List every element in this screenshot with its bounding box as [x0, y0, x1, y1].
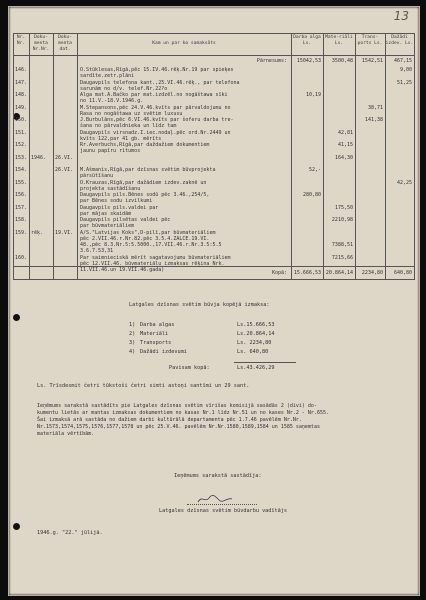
row-number: 156.: [15, 192, 28, 198]
totals-label: Kopā:: [271, 270, 287, 276]
row-materials: 7388,51: [331, 242, 353, 248]
document-page: [8, 6, 420, 596]
row-description: sardīte.zetr.plāni: [80, 73, 135, 79]
row-description: A/S."Latvijas Koks",D-pilī,par būvmateriāliem: [80, 229, 216, 236]
signature-caption-2: Latgales dzīsnas svētim būvdarbu vadītājs: [159, 508, 288, 514]
row-doc-nr: 1946.: [31, 154, 47, 161]
row-description: 48.,pēc 8.3.Nr.5:5.5000.,17.VII.46.r.Nr.3.5:5.5: [80, 242, 222, 248]
signature-line: [187, 504, 257, 505]
paragraph-line: Nr.1573,1574,1575,1576,1577,1578 un pēc 25.V.46. pavēlēm Nr.Nr.1580,1589,1584 un 1585 saņemtas: [37, 424, 320, 430]
row-description: 11.VII.46.un 19.VII.46.gada): [80, 266, 165, 273]
row-materials: 164,30: [334, 154, 353, 161]
table-rule: [355, 33, 356, 280]
amount-in-words: Ls. Trīsdesmit četri tūkstoši četri simti astoņi santīmi un 29 sant.: [37, 383, 250, 389]
row-number: 160.: [15, 254, 28, 261]
row-description: Daugavpils pils.Bēnes sodū pēc 3.46.,254/5,: [80, 192, 210, 198]
total-materials: 20.864,14: [325, 270, 353, 276]
summary-rule: [234, 362, 296, 363]
row-description: Daugavpils pilsētas valdei pēc: [80, 217, 171, 223]
row-number: 153.: [15, 154, 28, 161]
row-description: Daugavpils virsnadz.I.iec.nodaļ.pēc ord.Nr.2449 un: [80, 129, 231, 136]
row-wages: 52,-: [308, 167, 321, 173]
row-doc-nr: rēķ.: [31, 229, 44, 236]
header-materials: Mate-riāli Ls.: [325, 35, 353, 46]
total-transport: 2234,80: [361, 270, 383, 276]
row-description: kvīts 122,par 41 gb. mērīts: [80, 135, 162, 142]
row-description: Rr.Averbuchs,Rīgā,par daždažiem dokumentiem: [80, 142, 210, 148]
row-misc: 42,25: [396, 179, 412, 186]
row-description: J.Burbulāns,pēc 6.VI.46.kvīts par šoferu darba tre-: [80, 117, 234, 123]
row-description: O.Krauzas,Rīgā,par dažādiem izdev.zaknē un: [80, 179, 207, 186]
row-description: 3.6.7.53,31: [80, 248, 114, 254]
header-transport: Trans-ports Ls.: [357, 35, 383, 46]
paragraph-line: Ieņēmums sarakstā sastādīts pie Latgales dzīsnas svētim vīrišas komisijā sasādās 2 (divi) do-: [37, 403, 317, 409]
row-description: jaunu papīru ritumos: [80, 148, 141, 154]
carryover-label: Pārnesums:: [256, 58, 287, 64]
summary-item-number: 4): [129, 349, 136, 355]
summary-item-value: Ls. 2234,80: [237, 340, 272, 346]
header-doc-date: Doku-menta dat.: [58, 35, 72, 52]
row-number: 159.: [15, 229, 28, 236]
row-transport: 38,71: [367, 104, 383, 111]
carryover-wages: 15042,53: [296, 58, 321, 64]
row-number: 152.: [15, 142, 28, 148]
header-description: Kam un par ko samaksāts: [152, 41, 216, 46]
table-rule: [77, 33, 78, 280]
summary-item-number: 2): [129, 331, 136, 337]
row-description: pārsūtīšanu: [80, 173, 114, 179]
row-materials: 7215,66: [331, 254, 353, 261]
punch-hole: [13, 523, 20, 530]
summary-item-number: 3): [129, 340, 136, 346]
row-number: 158.: [15, 217, 28, 223]
date-line: 1946.g. "22." jūlijā.: [37, 530, 103, 536]
row-number: 149.: [15, 104, 28, 111]
row-number: 151.: [15, 129, 28, 136]
row-description: O.Stūklesas,Rīgā,pēc 15.IV.46.rēķ.Nr.19 par spieķes: [80, 67, 234, 73]
table-rule: [53, 33, 54, 280]
row-number: 150.: [15, 117, 28, 123]
row-wages: 280,80: [302, 192, 321, 198]
ledger-table: [13, 33, 415, 280]
row-materials: 2210,98: [331, 217, 353, 223]
carryover-materials: 3500,48: [331, 58, 353, 64]
header-nr: Nr. Nr.: [16, 35, 26, 46]
row-misc: 51,25: [396, 79, 412, 86]
summary-item-label: Materiāli: [140, 331, 169, 337]
row-description: Daugavpils telefona kant.,25.VI.46.rēķ., par telefona: [80, 79, 240, 86]
table-rule: [414, 33, 415, 280]
row-description: Alga mat.A.Bačko par mat.izdzēl.no nogāštawa sīki: [80, 92, 228, 98]
summary-title: Latgales dzīsnas svētim būvja kopējā izmaksa:: [129, 302, 270, 308]
row-doc-date: 19.VI.: [55, 229, 74, 236]
row-materials: 42,81: [337, 129, 353, 136]
row-number: 146.: [15, 67, 28, 73]
summary-item-label: Dažādi izdevumi: [140, 349, 187, 355]
table-rule: [29, 33, 30, 280]
punch-hole: [13, 314, 20, 321]
row-description: sarunām no d/v. telef.Nr.22?o: [80, 85, 168, 92]
row-number: 147.: [15, 79, 28, 86]
row-description: projekta sastādīšanu: [80, 185, 141, 192]
paragraph-line: materiāla vērtībām.: [37, 431, 95, 437]
row-description: pēc 12.VII.46. būvmateriālu izmaksas rēķina Nrk.: [80, 260, 225, 267]
row-description: no 11.V.-18.V.1946.g.: [80, 98, 144, 104]
row-description: par mājas skaidām: [80, 210, 132, 217]
row-number: 155.: [15, 179, 28, 186]
page-number: 13: [393, 9, 409, 23]
paragraph-line: Šai izmaksā arā sastāda no dažiem darbi kultūrālā departamenta pēc 1.7.46 pavēlēm Nr.Nr.: [37, 417, 302, 423]
summary-item-value: Ls.20.864,14: [237, 331, 275, 337]
row-doc-date: 26.VI.: [55, 167, 74, 173]
row-description: pēc 2.VII.46.r.Nr.82.pēc 3.5.4.ZALCE.19.VI.: [80, 235, 210, 242]
header-wages: Darba alga Ls.: [293, 35, 321, 46]
row-materials: 41,15: [337, 142, 353, 148]
signature-caption-1: Ieņēmums sarakstā sastādīja:: [174, 473, 262, 479]
table-rule: [13, 33, 14, 280]
row-number: 148.: [15, 92, 28, 98]
paragraph-line: kumentu lietās ar mantas izmaksas dokumentiem no kasas Nr.1 līdz Nr.51 un no kases Nr.2 - Nr.655.: [37, 410, 329, 416]
row-description: Rasa no nogāštawa uz svētim luxusu: [80, 110, 183, 117]
row-description: M.Ašmanis,Rīgā,par dzīsnas svētim būvprojekta: [80, 167, 216, 173]
row-description: M.Stepansons,pēc 24.V.46.kvīts par pārvaldojumu no: [80, 104, 231, 111]
row-description: par būvmateriāliem: [80, 223, 135, 229]
handwritten-signature: [197, 494, 233, 504]
header-misc: Dažādi izdev. Ls.: [385, 35, 414, 46]
row-misc: 9,00: [399, 67, 412, 73]
summary-item-number: 1): [129, 322, 136, 328]
row-number: 157.: [15, 204, 28, 211]
header-doc-nr: Doku-menta Nr.Nr.: [32, 35, 50, 52]
carryover-transport: 1542,51: [361, 58, 383, 64]
summary-item-value: Ls.15.666,53: [237, 322, 275, 328]
row-description: Par saimnieciskā mērīt sagatavojumu būvmateriāliem: [80, 254, 231, 261]
summary-item-label: Transports: [140, 340, 172, 346]
row-materials: 175,50: [334, 204, 353, 211]
row-wages: 10,19: [305, 92, 321, 98]
row-description: Daugavpils pils.valdei par: [80, 204, 159, 211]
row-description: par Bēnes sodu izvilkumi: [80, 198, 153, 204]
summary-total-label: Pavisam kopā:: [169, 365, 210, 371]
row-transport: 141,38: [364, 117, 383, 123]
summary-item-value: Ls. 640,80: [237, 349, 269, 355]
summary-total-value: Ls.43.426,29: [237, 365, 275, 371]
row-doc-date: 26.VI.: [55, 154, 74, 161]
row-number: 154.: [15, 167, 28, 173]
carryover-misc: 467,15: [393, 58, 412, 64]
table-rule: [291, 33, 292, 280]
row-description: šana no pārvaldnieka un līdz tam: [80, 123, 177, 129]
total-misc: 640,80: [393, 270, 412, 276]
total-wages: 15.666,53: [293, 270, 321, 276]
summary-item-label: Darba algas: [140, 322, 175, 328]
